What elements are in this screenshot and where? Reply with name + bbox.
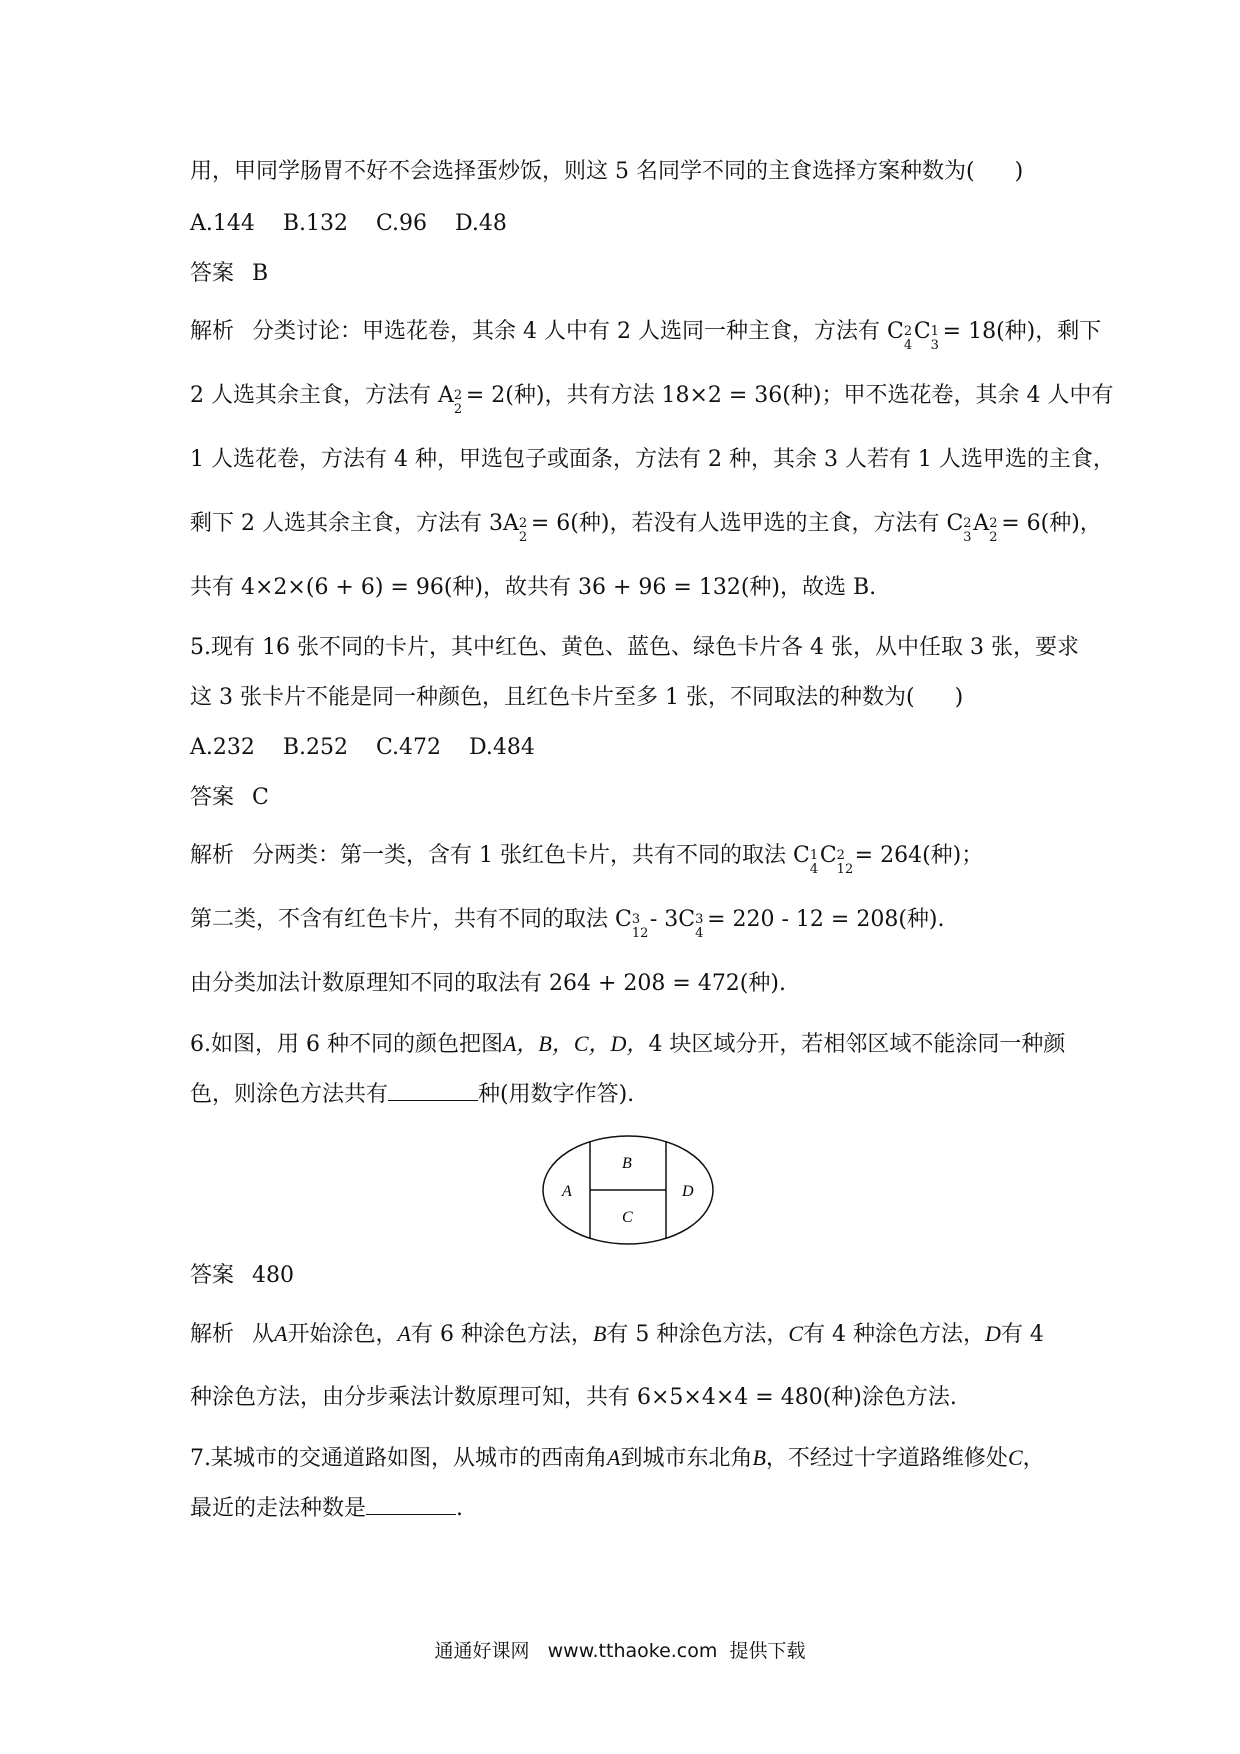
solution-4-line-5: 共有 4×2×(6 + 6) = 96(种)，故共有 36 + 96 = 132(种)，故选 B. xyxy=(190,575,877,600)
region-label-d: D xyxy=(682,1183,694,1200)
solution-6-line-2: 种涂色方法，由分步乘法计数原理可知，共有 6×5×4×4 = 480(种)涂色方法. xyxy=(190,1385,957,1410)
question-7-line-1: 7.某城市的交通道路如图，从城市的西南角A到城市东北角B，不经过十字道路维修处C， xyxy=(190,1445,1045,1471)
region-label-a: A xyxy=(562,1183,572,1200)
solution-5-line-1: 解析 分两类：第一类，含有 1 张红色卡片，共有不同的取法 C 1 4 C 2 12 = 264(种)； xyxy=(190,843,984,877)
question-4-options: A.144 B.132 C.96 D.48 xyxy=(190,211,507,236)
solution-4-line-2: 2 人选其余主食，方法有 A 2 2 = 2(种)，共有方法 18×2 = 36(种)；甲不选花卷，其余 4 人中有 xyxy=(190,383,1114,417)
answer-6: 答案 480 xyxy=(190,1263,295,1288)
answer-blank xyxy=(388,1080,478,1101)
page-footer: 通通好课网 www.tthaoke.com 提供下载 xyxy=(434,1640,806,1662)
region-diagram xyxy=(540,1132,720,1252)
question-5-line-2: 这 3 张卡片不能是同一种颜色，且红色卡片至多 1 张，不同取法的种数为( ) xyxy=(190,685,964,710)
question-5-line-1: 5.现有 16 张不同的卡片，其中红色、黄色、蓝色、绿色卡片各 4 张，从中任取 3 张，要求 xyxy=(190,635,1079,660)
question-7-line-2: 最近的走法种数是 . xyxy=(190,1496,464,1521)
region-label-b: B xyxy=(622,1155,632,1172)
answer-blank-7 xyxy=(366,1494,456,1515)
solution-4-line-4: 剩下 2 人选其余主食，方法有 3A 2 2 = 6(种)，若没有人选甲选的主食，方法有 C 2 3 A 2 2 = 6(种)， xyxy=(190,511,1102,545)
solution-5-line-2: 第二类，不含有红色卡片，共有不同的取法 C 3 12 - 3C 3 4 = 220 - 12 = 208(种). xyxy=(190,907,945,941)
question-4-text: 用，甲同学肠胃不好不会选择蛋炒饭，则这 5 名同学不同的主食选择方案种数为( ) xyxy=(190,159,1024,184)
question-5-options: A.232 B.252 C.472 D.484 xyxy=(190,735,535,760)
region-label-c: C xyxy=(622,1209,633,1226)
answer-4: 答案 B xyxy=(190,261,269,286)
question-6-line-2: 色，则涂色方法共有 种(用数字作答). xyxy=(190,1082,635,1107)
solution-4-line-1: 解析 分类讨论：甲选花卷，其余 4 人中有 2 人选同一种主食，方法有 C 2 4 C 1 3 = 18(种)，剩下 xyxy=(190,319,1102,353)
solution-6-line-1: 解析 从A开始涂色，A有 6 种涂色方法，B有 5 种涂色方法，C有 4 种涂色方法，D有 4 xyxy=(190,1321,1044,1347)
solution-4-line-3: 1 人选花卷，方法有 4 种，甲选包子或面条，方法有 2 种，其余 3 人若有 1 人选甲选的主食， xyxy=(190,447,1115,472)
answer-5: 答案 C xyxy=(190,785,269,810)
question-6-line-1: 6.如图，用 6 种不同的颜色把图A，B，C，D，4 块区域分开，若相邻区域不能涂同一种颜 xyxy=(190,1031,1066,1057)
solution-5-line-3: 由分类加法计数原理知不同的取法有 264 + 208 = 472(种). xyxy=(190,971,786,996)
